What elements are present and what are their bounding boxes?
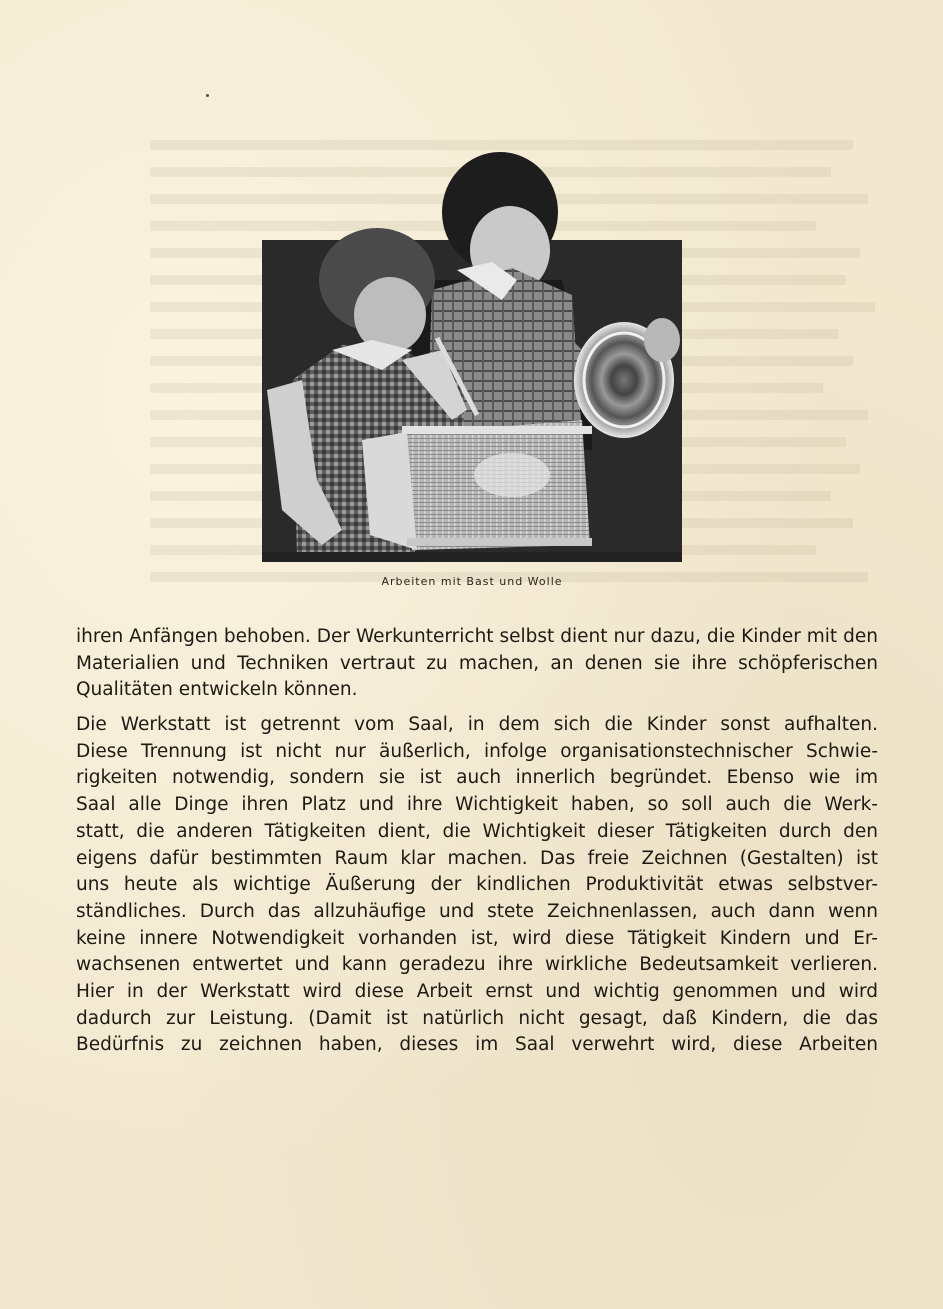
photo-children-weaving (262, 150, 682, 562)
figure-caption: Arbeiten mit Bast und Wolle (381, 575, 563, 588)
paper-speck (206, 94, 209, 97)
text-line: ständliches. Durch das allzuhäufige und stete Zeichnenlassen, auch dann wenn (76, 900, 878, 922)
text-line: eigens dafür bestimmten Raum klar machen. Das freie Zeichnen (Gestalten) ist (76, 847, 878, 869)
text-line: Bedürfnis zu zeichnen haben, dieses im Saal verwehrt wird, diese Arbeiten (76, 1034, 878, 1056)
text-line: Saal alle Dinge ihren Platz und ihre Wichtigkeit haben, so soll auch die Werk- (76, 794, 878, 816)
text-line: wachsenen entwertet und kann geradezu ihre wirkliche Bedeutsamkeit verlieren. (76, 954, 878, 976)
text-line: ihren Anfängen behoben. Der Werkunterricht selbst dient nur dazu, die Kinder mit den (76, 626, 878, 647)
text-line: keine innere Notwendigkeit vorhanden ist, wird diese Tätigkeit Kindern und Er- (76, 927, 878, 949)
text-line: uns heute als wichtige Äußerung der kindlichen Produktivität etwas selbstver- (76, 874, 878, 896)
text-line: Diese Trennung ist nicht nur äußerlich, infolge organisationstechnischer Schwie- (76, 740, 878, 762)
text-line: Qualitäten entwickeln können. (76, 679, 358, 701)
text-line: dadurch zur Leistung. (Damit ist natürlich nicht gesagt, daß Kindern, die das (76, 1007, 878, 1029)
text-line: Die Werkstatt ist getrennt vom Saal, in dem sich die Kinder sonst aufhalten. (76, 714, 878, 736)
body-text (76, 624, 878, 1059)
text-line: statt, die anderen Tätigkeiten dient, die Wichtigkeit dieser Tätigkeiten durch den (76, 820, 878, 842)
paragraph-gap (76, 704, 878, 712)
text-line: rigkeiten notwendig, sondern sie ist auch innerlich begründet. Ebenso wie im (76, 767, 878, 789)
text-line: Materialien und Techniken vertraut zu machen, an denen sie ihre schöpferischen (76, 652, 878, 674)
text-line: Hier in der Werkstatt wird diese Arbeit ernst und wichtig genommen und wird (76, 980, 878, 1002)
